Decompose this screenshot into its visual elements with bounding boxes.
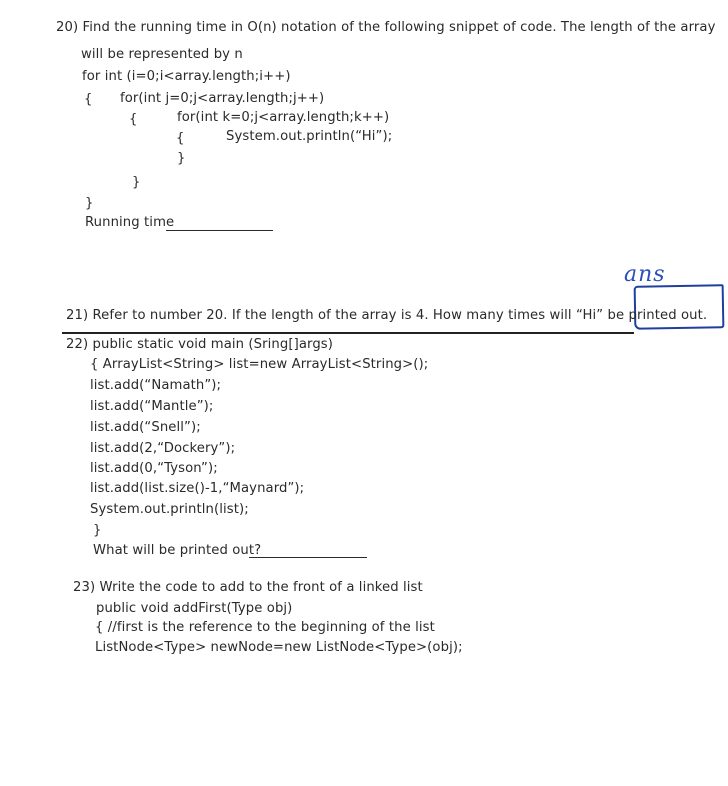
q20-answer-blank[interactable] bbox=[166, 230, 273, 231]
q20-code-line: System.out.println(“Hi”); bbox=[226, 129, 393, 144]
q20-code-line: } bbox=[177, 151, 186, 166]
q20-code-line: { bbox=[84, 92, 93, 107]
q23-header: 23) Write the code to add to the front of a linked list bbox=[73, 580, 423, 595]
q22-question: What will be printed out? bbox=[93, 543, 262, 558]
q20-running-time-label: Running time bbox=[85, 215, 175, 230]
q22-code-line: { ArrayList<String> list=new ArrayList<String>(); bbox=[90, 357, 429, 372]
q20-code-line: for(int j=0;j<array.length;j++) bbox=[120, 91, 325, 106]
q20-code-line: for int (i=0;i<array.length;i++) bbox=[82, 69, 291, 84]
handwritten-ans-text: ans bbox=[624, 262, 666, 287]
q21-prompt: 21) Refer to number 20. If the length of the array is 4. How many times will “Hi” be printed out. bbox=[66, 308, 708, 323]
q23-code-line: ListNode<Type> newNode=new ListNode<Type>(obj); bbox=[95, 640, 463, 655]
q20-prompt-line1: 20) Find the running time in O(n) notation of the following snippet of code. The length of the array bbox=[56, 20, 716, 35]
q22-header: 22) public static void main (Sring[]args) bbox=[66, 337, 334, 352]
q20-code-line: for(int k=0;j<array.length;k++) bbox=[177, 110, 390, 125]
q22-code-line: list.add(“Mantle”); bbox=[90, 399, 214, 414]
q22-answer-blank[interactable] bbox=[249, 557, 367, 558]
q23-code-line: public void addFirst(Type obj) bbox=[96, 601, 293, 616]
q23-code-line: { //first is the reference to the beginning of the list bbox=[95, 620, 435, 635]
q22-code-line: System.out.println(list); bbox=[90, 502, 249, 517]
q22-code-line: list.add(“Snell”); bbox=[90, 420, 201, 435]
q20-code-line: } bbox=[132, 175, 141, 190]
q22-code-line: list.add(2,“Dockery”); bbox=[90, 441, 236, 456]
q22-code-line: } bbox=[93, 523, 102, 538]
q22-code-line: list.add(“Namath”); bbox=[90, 378, 222, 393]
q20-code-line: { bbox=[176, 131, 185, 146]
divider-line bbox=[62, 332, 634, 334]
q22-code-line: list.add(0,“Tyson”); bbox=[90, 461, 218, 476]
q20-prompt-line2: will be represented by n bbox=[81, 47, 243, 62]
q20-code-line: { bbox=[129, 112, 138, 127]
q20-code-line: } bbox=[85, 196, 94, 211]
q22-code-line: list.add(list.size()-1,“Maynard”); bbox=[90, 481, 305, 496]
